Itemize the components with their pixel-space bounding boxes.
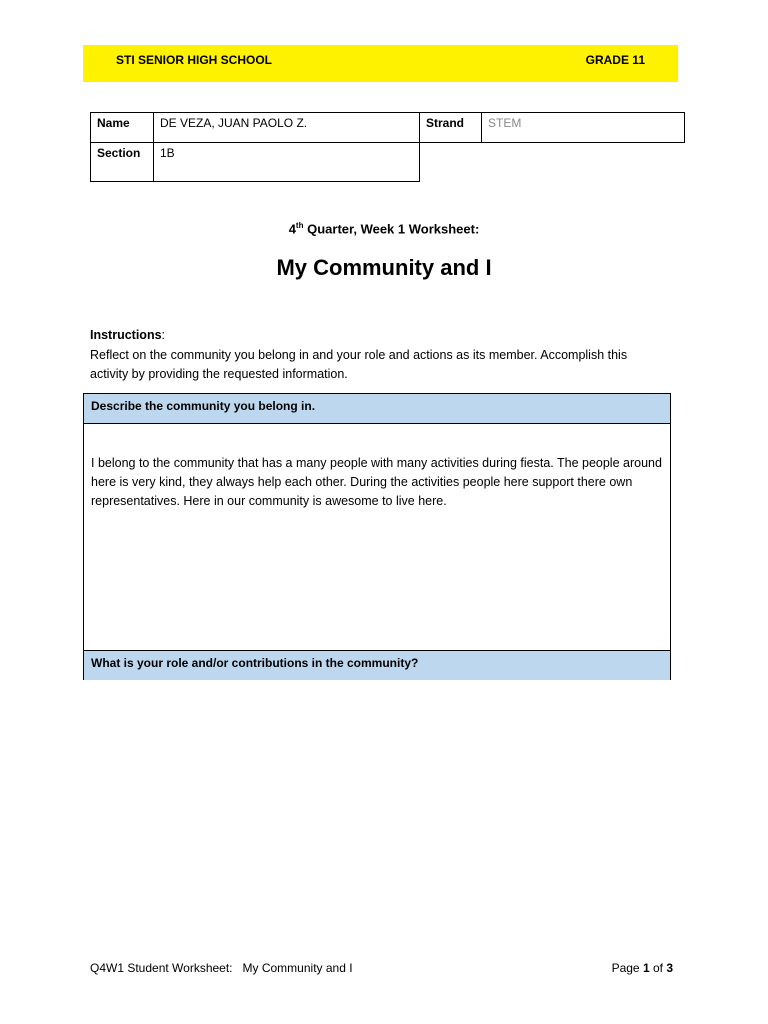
empty-cell: [482, 143, 685, 182]
quarter-ordinal: th: [295, 221, 304, 230]
name-value[interactable]: DE VEZA, JUAN PAOLO Z.: [154, 113, 420, 143]
footer-title: Q4W1 Student Worksheet: My Community and I: [90, 961, 353, 975]
strand-value[interactable]: STEM: [482, 113, 685, 143]
instructions-label: [90, 328, 165, 342]
table-row: [91, 143, 685, 182]
quarter-heading: [0, 221, 768, 236]
instructions-text: Reflect on the community you belong in and your role and actions as its member. Accomplish this activity by providing the requested information.: [90, 348, 628, 381]
page-counter: [612, 961, 673, 975]
school-name: STI SENIOR HIGH SCHOOL: [116, 53, 273, 67]
of-word: of: [649, 961, 667, 975]
student-info-table: [90, 112, 685, 182]
name-label: Name: [91, 113, 154, 143]
question-1-answer[interactable]: I belong to the community that has a many people with many activities during fiesta. The people around here is very kind, they always help each other. During the activities people here support there own representatives. Here in our community is awesome to live here.: [91, 456, 662, 508]
instructions-colon: :: [161, 328, 166, 342]
question-2-prompt: What is your role and/or contributions in the community?: [84, 650, 670, 680]
quarter-text: Quarter, Week 1 Worksheet:: [303, 221, 480, 237]
section-label: Section: [91, 143, 154, 182]
section-value[interactable]: 1B: [154, 143, 420, 182]
table-row: [91, 113, 685, 143]
page-word: Page: [611, 961, 643, 975]
school-banner: [83, 45, 678, 82]
questions-box: [83, 393, 671, 680]
strand-label: Strand: [420, 113, 482, 143]
instructions-label-text: Instructions: [90, 328, 162, 342]
quarter-number: 4: [288, 221, 296, 237]
grade-label: GRADE 11: [585, 53, 645, 67]
question-1-prompt: Describe the community you belong in.: [84, 394, 670, 424]
empty-cell: [420, 143, 482, 182]
page-number: 1: [642, 961, 650, 975]
page-title: My Community and I: [276, 255, 492, 280]
page-total: 3: [666, 961, 673, 975]
